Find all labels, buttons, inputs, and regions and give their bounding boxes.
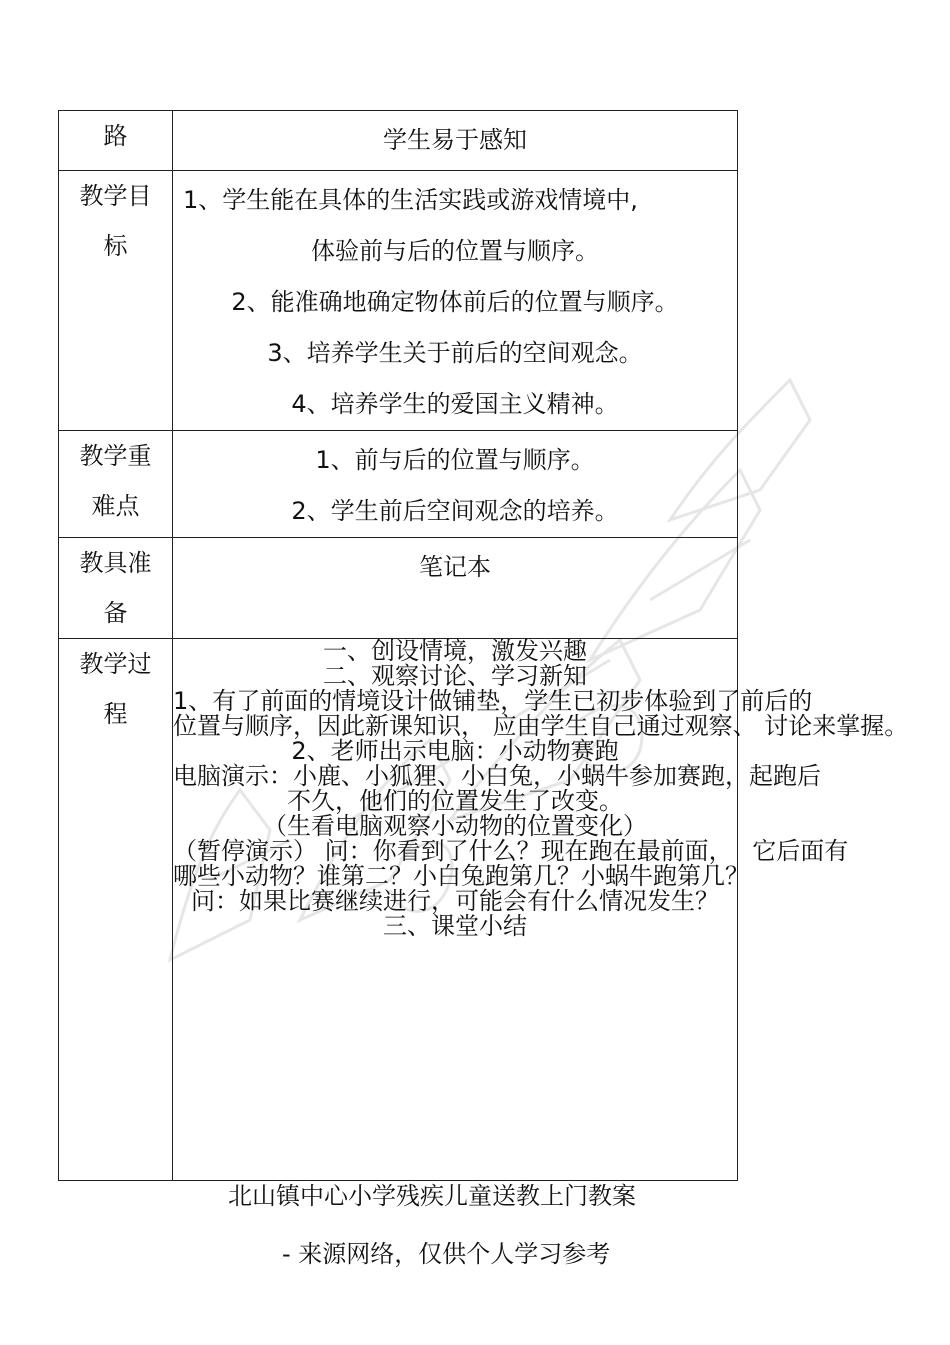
content-line: 哪些小动物？谁第二？小白兔跑第几？小蜗牛跑第几？ xyxy=(173,862,749,890)
content-line: 二、观察讨论、学习新知 xyxy=(323,662,587,690)
table-row xyxy=(59,538,738,639)
row-label xyxy=(59,639,173,1181)
content-line: （暂停演示） 问：你看到了什么？现在跑在最前面， 它后面有 xyxy=(173,837,849,865)
label-line: 教学重 xyxy=(79,442,152,470)
content-line: 1、学生能在具体的生活实践或游戏情境中, xyxy=(183,186,638,214)
content-line: 三、课堂小结 xyxy=(383,912,527,940)
content-line: 4、培养学生的爱国主义精神。 xyxy=(291,390,619,418)
label-line: 标 xyxy=(103,232,128,260)
content-line: 学生易于感知 xyxy=(383,126,527,154)
content-line: 3、培养学生关于前后的空间观念。 xyxy=(267,339,643,367)
content-line: 1、有了前面的情境设计做铺垫，学生已初步体验到了前后的 xyxy=(173,687,813,715)
content-line: 问：如果比赛继续进行，可能会有什么情况发生？ xyxy=(191,887,719,915)
content-line: 电脑演示：小鹿、小狐狸、小白兔，小蜗牛参加赛跑，起跑后 xyxy=(173,762,821,790)
table-row xyxy=(59,171,738,431)
row-content xyxy=(173,637,909,1181)
footer-school-title: 北山镇中心小学残疾儿童送教上门教案 xyxy=(228,1182,636,1210)
lesson-plan-table xyxy=(58,110,909,1181)
content-line: 1、前与后的位置与顺序。 xyxy=(315,446,595,474)
content-line: 2、能准确地确定物体前后的位置与顺序。 xyxy=(231,288,679,316)
row-content xyxy=(173,171,738,431)
row-content xyxy=(173,538,738,639)
label-line: 备 xyxy=(103,599,128,627)
content-line: 不久，他们的位置发生了改变。 xyxy=(287,787,623,815)
label-line: 难点 xyxy=(91,492,140,520)
footer-source-note: - 来源网络，仅供个人学习参考 xyxy=(282,1240,611,1268)
row-content xyxy=(173,431,738,538)
label-line: 教具准 xyxy=(79,549,152,577)
content-line: （生看电脑观察小动物的位置变化） xyxy=(263,812,647,840)
row-label xyxy=(59,171,173,431)
label-line: 教学目 xyxy=(79,182,152,210)
row-label xyxy=(59,431,173,538)
content-line: 2、老师出示电脑：小动物赛跑 xyxy=(291,737,619,765)
row-content xyxy=(173,111,738,171)
label-line: 程 xyxy=(103,700,128,728)
content-line: 一、创设情境，激发兴趣 xyxy=(323,637,587,665)
content-line: 位置与顺序，因此新课知识， 应由学生自己通过观察、 讨论来掌握。 xyxy=(173,712,909,740)
label-line: 教学过 xyxy=(79,650,152,678)
label-line: 路 xyxy=(103,122,128,150)
content-line: 笔记本 xyxy=(419,553,491,581)
content-line: 体验前与后的位置与顺序。 xyxy=(311,237,599,265)
content-line: 2、学生前后空间观念的培养。 xyxy=(291,497,619,525)
table-row xyxy=(59,639,738,1181)
row-label xyxy=(59,111,173,171)
row-label xyxy=(59,538,173,639)
table-row xyxy=(59,431,738,538)
table-row xyxy=(59,111,738,171)
